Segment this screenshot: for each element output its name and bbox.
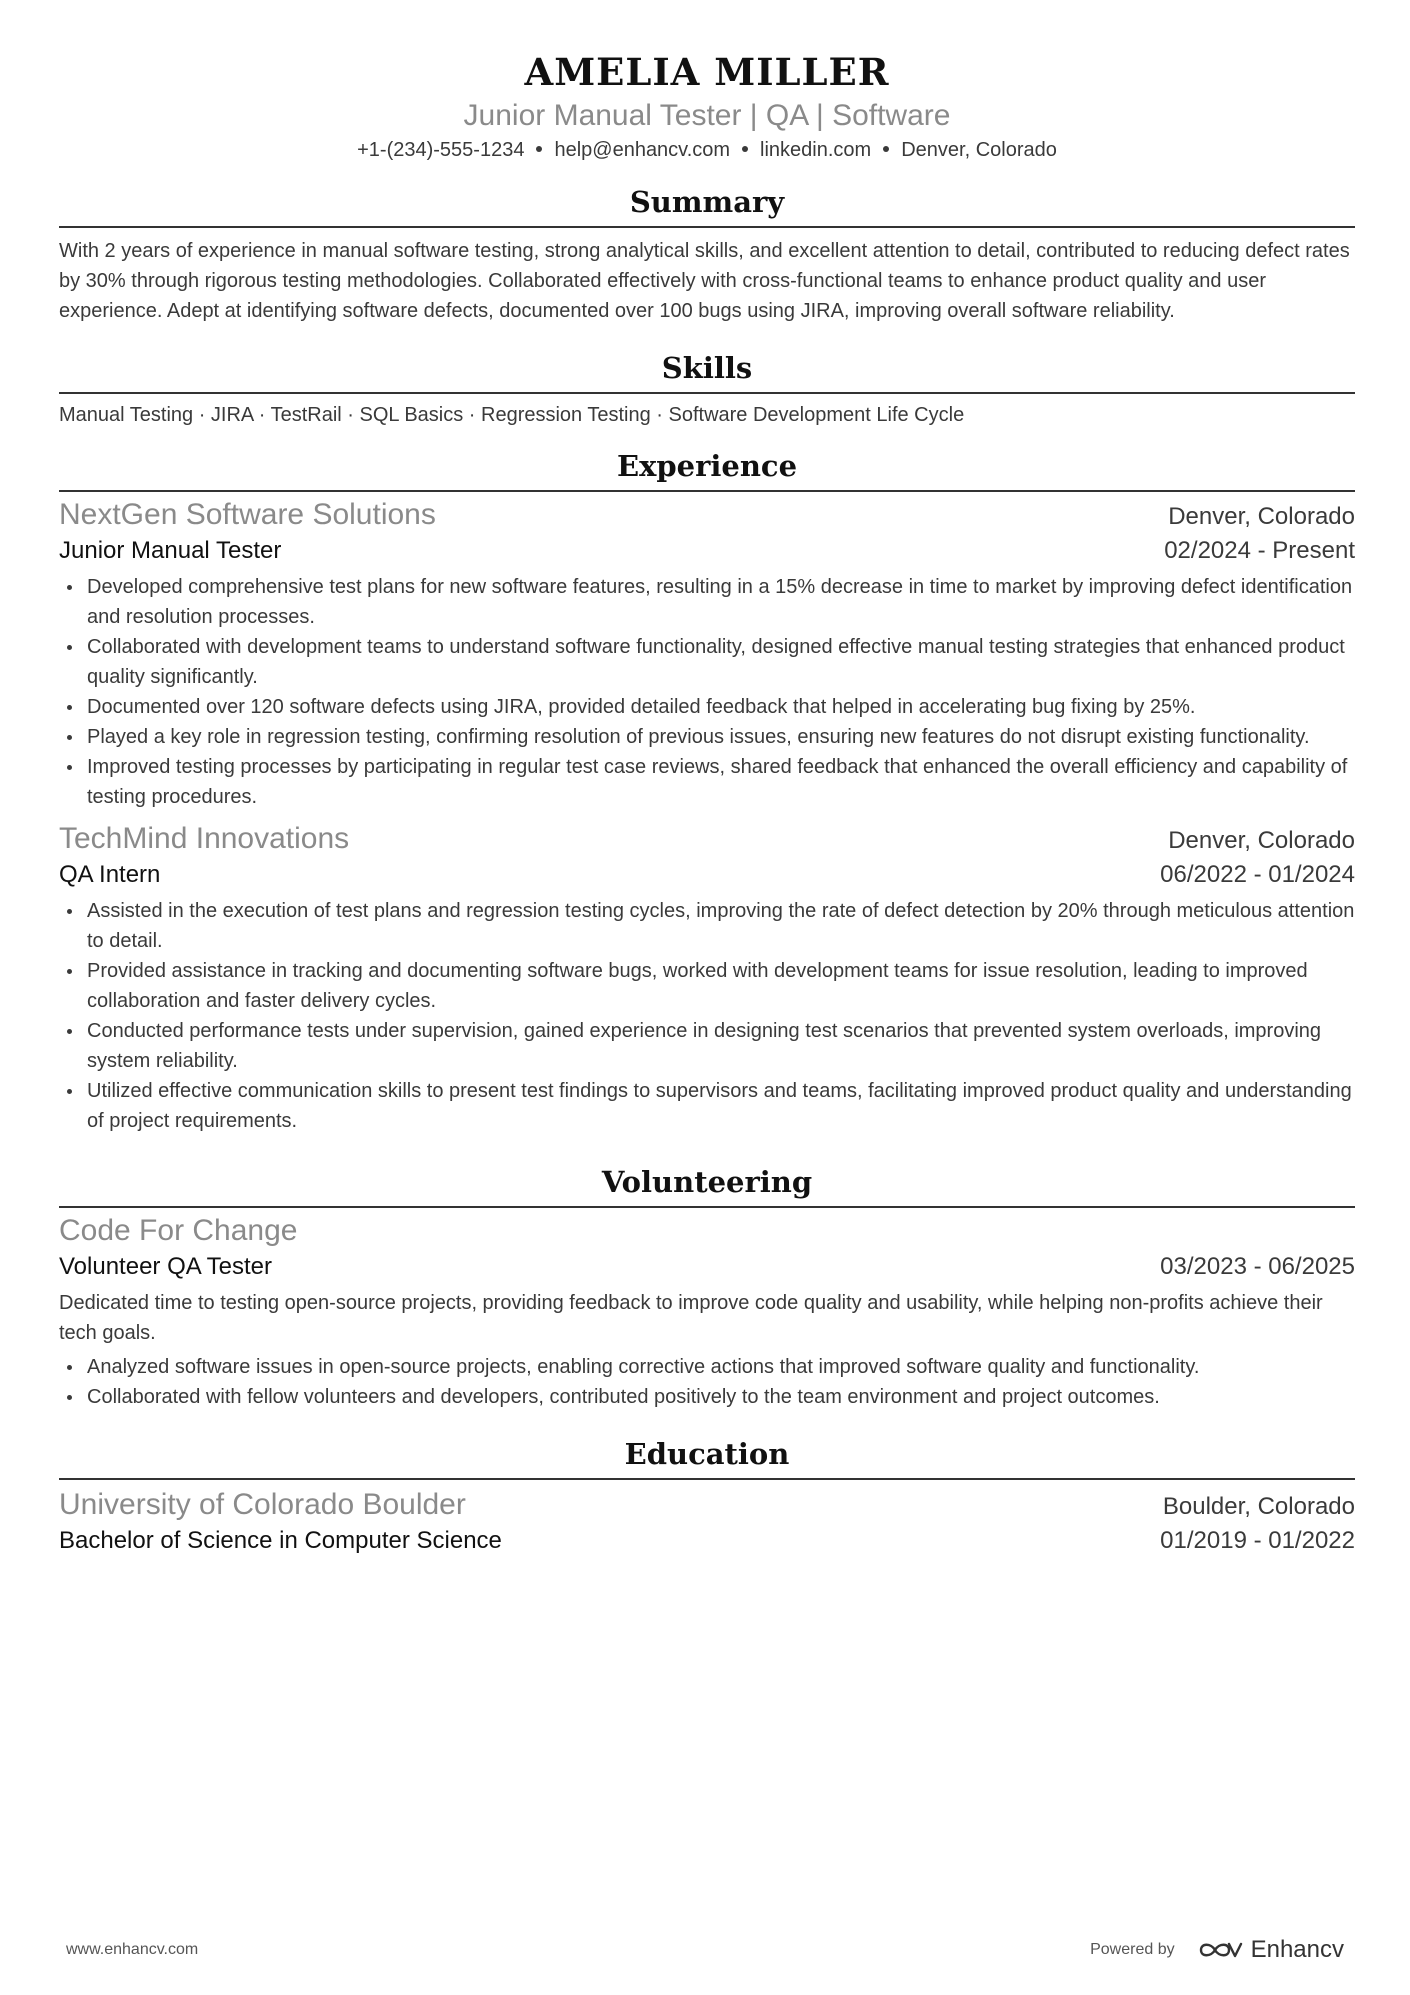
achievement-list: [59, 1352, 1355, 1412]
company-name: TechMind Innovations: [59, 822, 350, 855]
organization-name: Code For Change: [59, 1214, 298, 1247]
candidate-name: AMELIA MILLER: [524, 50, 890, 94]
list-item: Provided assistance in tracking and documenting software bugs, worked with development teams for issue resolution, leading to improved collaboration and faster delivery cycles.: [59, 956, 1355, 1016]
list-item: Developed comprehensive test plans for new software features, resulting in a 15% decrease in time to market by improving defect identification and resolution processes.: [59, 572, 1355, 632]
contact-line: [59, 136, 1355, 164]
experience-entry: [59, 820, 1355, 1136]
resume-page: [59, 46, 1355, 1558]
section-heading: Experience: [59, 446, 1355, 492]
skills-list: Manual Testing · JIRA · TestRail · SQL Basics · Regression Testing · Software Development Life Cycle: [59, 404, 965, 426]
school-name: University of Colorado Boulder: [59, 1488, 466, 1521]
footer-url[interactable]: www.enhancv.com: [66, 1941, 199, 1958]
experience-section: [59, 446, 1355, 1136]
job-title: QA Intern: [59, 861, 161, 888]
brand-name: Enhancv: [1250, 1936, 1344, 1963]
section-heading: Education: [59, 1434, 1355, 1480]
achievement-list: [59, 572, 1355, 812]
volunteer-role: Volunteer QA Tester: [59, 1253, 273, 1280]
job-dates: 02/2024 - Present: [1164, 537, 1355, 564]
summary-text: With 2 years of experience in manual software testing, strong analytical skills, and excellent attention to detail, contributed to reducing defect rates by 30% through rigorous testing methodologies. Collaborated effectively with cross-functional teams to enhance product quality and user experience. Adept at identifying software defects, documented over 100 bugs using JIRA, improving overall software reliability.: [59, 240, 1350, 322]
company-location: Denver, Colorado: [1168, 827, 1355, 854]
powered-by: [1090, 1936, 1344, 1964]
company-name: NextGen Software Solutions: [59, 498, 436, 531]
skills-section: [59, 348, 1355, 430]
contact-location: Denver, Colorado: [901, 139, 1057, 161]
education-dates: 01/2019 - 01/2022: [1160, 1527, 1355, 1554]
section-heading: Volunteering: [59, 1162, 1355, 1208]
volunteering-entry: [59, 1212, 1355, 1412]
summary-section: [59, 182, 1355, 326]
contact-email[interactable]: help@enhancv.com: [554, 139, 731, 161]
candidate-title: Junior Manual Tester | QA | Software: [463, 99, 951, 132]
list-item: Played a key role in regression testing, confirming resolution of previous issues, ensuring new features do not disrupt existing functionality.: [59, 722, 1355, 752]
experience-entry: [59, 496, 1355, 812]
volunteering-section: [59, 1162, 1355, 1412]
volunteer-description: Dedicated time to testing open-source projects, providing feedback to improve code quality and usability, while helping non-profits achieve their tech goals.: [59, 1292, 1323, 1344]
brand-logo[interactable]: [1197, 1936, 1344, 1964]
list-item: Improved testing processes by participating in regular test case reviews, shared feedback that enhanced the overall efficiency and capability of testing procedures.: [59, 752, 1355, 812]
separator-dot: [536, 146, 542, 152]
education-section: [59, 1434, 1355, 1558]
enhancv-logo-icon: [1197, 1938, 1243, 1962]
list-item: Collaborated with fellow volunteers and developers, contributed positively to the team environment and project outcomes.: [59, 1382, 1355, 1412]
education-entry: [59, 1486, 1355, 1558]
separator-dot: [883, 146, 889, 152]
school-location: Boulder, Colorado: [1162, 1493, 1355, 1520]
list-item: Analyzed software issues in open-source projects, enabling corrective actions that improved software quality and functionality.: [59, 1352, 1355, 1382]
powered-by-label: Powered by: [1090, 1941, 1175, 1958]
list-item: Documented over 120 software defects using JIRA, provided detailed feedback that helped in accelerating bug fixing by 25%.: [59, 692, 1355, 722]
section-heading: Skills: [59, 348, 1355, 394]
section-heading: Summary: [59, 182, 1355, 228]
list-item: Assisted in the execution of test plans and regression testing cycles, improving the rate of defect detection by 20% through meticulous attention to detail.: [59, 896, 1355, 956]
volunteer-dates: 03/2023 - 06/2025: [1160, 1253, 1355, 1280]
contact-phone: +1-(234)-555-1234: [357, 139, 525, 161]
list-item: Collaborated with development teams to understand software functionality, designed effective manual testing strategies that enhanced product quality significantly.: [59, 632, 1355, 692]
job-dates: 06/2022 - 01/2024: [1160, 861, 1355, 888]
degree-name: Bachelor of Science in Computer Science: [59, 1527, 502, 1554]
company-location: Denver, Colorado: [1168, 503, 1355, 530]
contact-linkedin[interactable]: linkedin.com: [760, 139, 872, 161]
list-item: Utilized effective communication skills to present test findings to supervisors and teams, facilitating improved product quality and understanding of project requirements.: [59, 1076, 1355, 1136]
list-item: Conducted performance tests under supervision, gained experience in designing test scenarios that prevented system overloads, improving system reliability.: [59, 1016, 1355, 1076]
achievement-list: [59, 896, 1355, 1136]
page-footer: [66, 1936, 1344, 1964]
separator-dot: [742, 146, 748, 152]
job-title: Junior Manual Tester: [59, 537, 282, 564]
